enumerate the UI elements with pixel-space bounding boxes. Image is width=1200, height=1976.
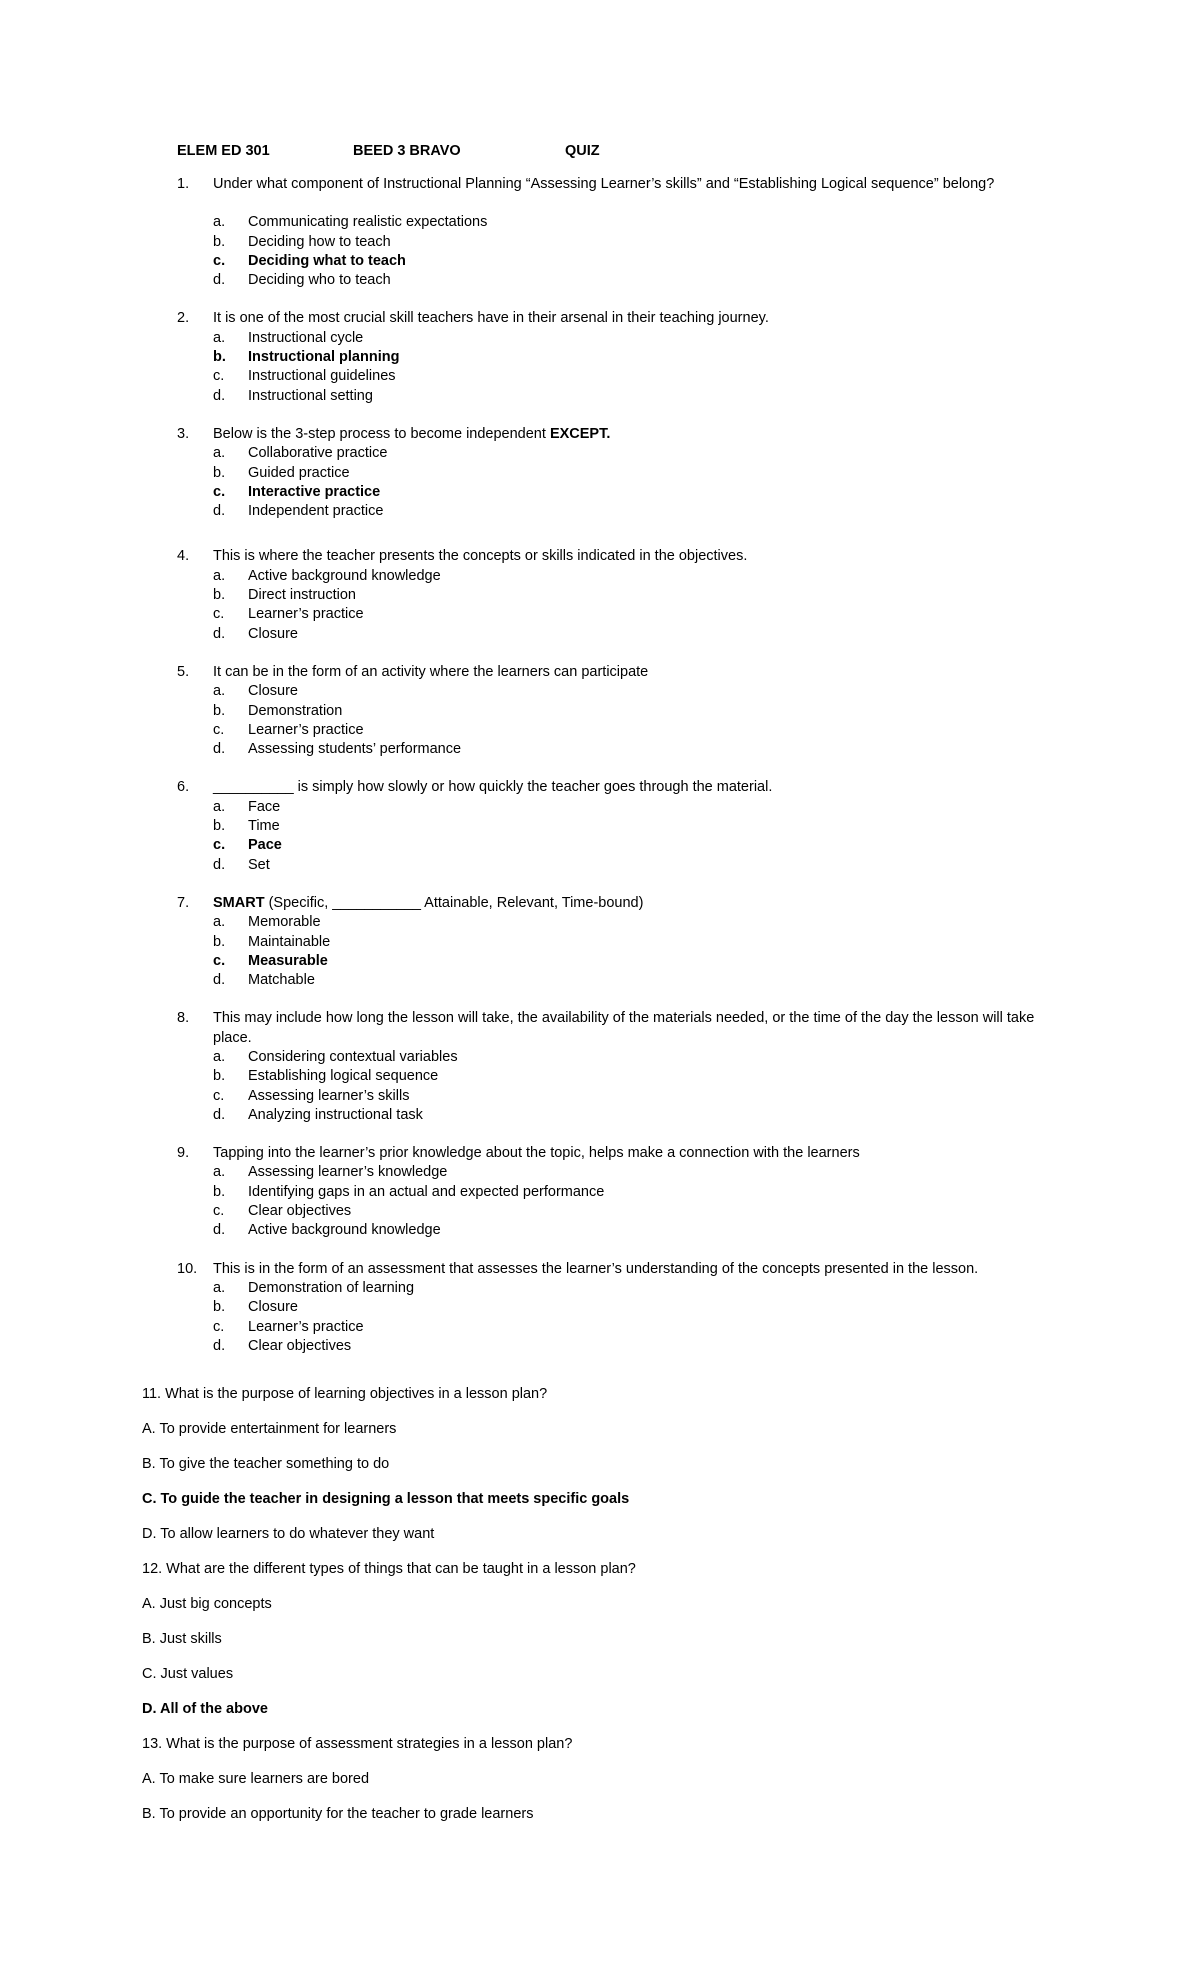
option-letter: b. (213, 1299, 226, 1316)
question-7 (177, 894, 1057, 913)
question-text: Tapping into the learner’s prior knowledge about the topic, helps make a connection with the learners (213, 1145, 860, 1162)
option-item (177, 682, 1057, 701)
option-letter: d. (213, 1106, 226, 1123)
option-letter: b. (213, 818, 226, 835)
option-item (177, 798, 1057, 817)
option-text: Set (248, 856, 270, 873)
question-9-options (177, 1163, 1057, 1240)
option-text: Collaborative practice (248, 445, 388, 462)
option-letter: c. (213, 1203, 225, 1220)
option-line: A. To make sure learners are bored (142, 1771, 370, 1787)
question-text-main: (Specific, ___________ Attainable, Relevant, Time-bound) (264, 894, 644, 911)
correct-option-item (177, 483, 1057, 502)
option-letter: c. (213, 1087, 225, 1104)
option-letter: c. (213, 1318, 225, 1335)
option-text: Learner’s practice (248, 721, 364, 738)
option-item (177, 1298, 1057, 1317)
option-item (177, 1048, 1057, 1067)
option-item (177, 213, 1057, 232)
option-item (177, 702, 1057, 721)
option-text: Closure (248, 1299, 298, 1316)
option-letter: b. (213, 233, 226, 250)
option-letter: d. (213, 503, 226, 520)
option-item (177, 913, 1057, 932)
option-line: A. Just big concepts (142, 1596, 272, 1612)
option-text: Instructional guidelines (248, 368, 396, 385)
option-text: Assessing learner’s skills (248, 1087, 410, 1104)
question-number: 9. (177, 1145, 190, 1162)
option-text: Assessing learner’s knowledge (248, 1164, 448, 1181)
correct-option-item (177, 952, 1057, 971)
question-1-options (177, 213, 1057, 290)
option-item (177, 444, 1057, 463)
question-text: It is one of the most crucial skill teachers have in their arsenal in their teaching journey. (213, 310, 769, 327)
option-text: Considering contextual variables (248, 1048, 458, 1065)
option-text: Assessing students’ performance (248, 741, 462, 758)
option-letter: c. (213, 252, 226, 269)
option-letter: a. (213, 214, 226, 231)
option-letter: b. (213, 464, 226, 481)
option-text: Demonstration (248, 702, 343, 719)
question-number: 5. (177, 663, 190, 680)
option-letter: d. (213, 1337, 226, 1354)
option-text: Measurable (248, 952, 328, 969)
option-item (177, 625, 1057, 644)
option-letter: a. (213, 798, 226, 815)
option-letter: a. (213, 1048, 226, 1065)
question-2-options (177, 329, 1057, 406)
option-letter: c. (213, 721, 225, 738)
option-text: Clear objectives (248, 1203, 352, 1220)
question-text: This is in the form of an assessment that assesses the learner’s understanding of the concepts presented in the lesson. (213, 1260, 979, 1277)
question-10 (177, 1260, 1057, 1279)
option-item (177, 502, 1057, 521)
option-line: D. To allow learners to do whatever they want (142, 1526, 435, 1542)
option-letter: d. (213, 272, 226, 289)
option-text: Communicating realistic expectations (248, 214, 488, 231)
option-text: Deciding how to teach (248, 233, 391, 250)
course-code: ELEM ED 301 (177, 143, 270, 159)
question-5 (177, 663, 1057, 682)
question-3 (177, 425, 1057, 444)
option-text: Analyzing instructional task (248, 1106, 423, 1123)
option-line: A. To provide entertainment for learners (142, 1421, 397, 1437)
option-item (177, 856, 1057, 875)
question-number: 8. (177, 1010, 190, 1027)
option-item (177, 1202, 1057, 1221)
option-letter: a. (213, 914, 226, 931)
option-text: Identifying gaps in an actual and expected performance (248, 1183, 605, 1200)
question-4 (177, 547, 1057, 566)
option-item (177, 233, 1057, 252)
option-text: Active background knowledge (248, 567, 441, 584)
option-text: Learner’s practice (248, 1318, 364, 1335)
question-text: It can be in the form of an activity where the learners can participate (213, 663, 649, 680)
question-9 (177, 1144, 1057, 1163)
question-6 (177, 778, 1057, 797)
question-4-options (177, 567, 1057, 644)
option-line: C. Just values (142, 1666, 234, 1682)
option-item (177, 1106, 1057, 1125)
correct-option-item (177, 348, 1057, 367)
option-text: Matchable (248, 972, 315, 989)
option-item (177, 933, 1057, 952)
option-letter: c. (213, 837, 226, 854)
option-item (177, 1337, 1057, 1356)
option-text: Instructional setting (248, 387, 373, 404)
option-text: Guided practice (248, 464, 350, 481)
option-item (177, 329, 1057, 348)
question-text-emphasis: SMART (213, 894, 265, 911)
question-2 (177, 309, 1057, 328)
option-letter: a. (213, 1279, 226, 1296)
option-letter: d. (213, 972, 226, 989)
option-letter: a. (213, 567, 226, 584)
option-item (177, 387, 1057, 406)
option-item (177, 605, 1057, 624)
option-text: Closure (248, 683, 298, 700)
option-text: Instructional planning (248, 349, 400, 366)
option-text: Demonstration of learning (248, 1279, 415, 1296)
option-text: Face (248, 798, 281, 815)
option-letter: d. (213, 387, 226, 404)
option-letter: a. (213, 445, 226, 462)
option-item (177, 1067, 1057, 1086)
option-item (177, 740, 1057, 759)
option-item (177, 1221, 1057, 1240)
question-1 (177, 175, 1057, 194)
option-item (177, 567, 1057, 586)
option-item (177, 367, 1057, 386)
option-text: Direct instruction (248, 587, 356, 604)
option-text: Interactive practice (248, 483, 381, 500)
question-number: 6. (177, 779, 190, 796)
option-text: Clear objectives (248, 1337, 352, 1354)
correct-option-item (177, 252, 1057, 271)
question-number: 10. (177, 1260, 198, 1277)
question-text (213, 894, 1057, 913)
option-letter: c. (213, 368, 225, 385)
option-item (177, 1279, 1057, 1298)
section-name: BEED 3 BRAVO (353, 143, 461, 159)
correct-option-item (177, 836, 1057, 855)
question-3-options (177, 444, 1057, 521)
option-letter: b. (213, 1183, 226, 1200)
question-5-options (177, 682, 1057, 759)
option-text: Deciding what to teach (248, 252, 406, 269)
question-7-options (177, 913, 1057, 990)
question-8-options (177, 1048, 1057, 1125)
option-item (177, 586, 1057, 605)
option-item (177, 1087, 1057, 1106)
question-number: 7. (177, 894, 190, 911)
question-text-emphasis: EXCEPT. (549, 425, 611, 442)
correct-option-line: C. To guide the teacher in designing a lesson that meets specific goals (142, 1491, 630, 1507)
question-10-options (177, 1279, 1057, 1356)
option-line: B. To give the teacher something to do (142, 1456, 390, 1472)
option-letter: b. (213, 933, 226, 950)
numbered-question-list (177, 175, 1057, 1356)
option-item (177, 1163, 1057, 1182)
question-text: Under what component of Instructional Planning “Assessing Learner’s skills” and “Establishing Logical sequence” belong? (213, 176, 995, 192)
question-12-text: 12. What are the different types of things that can be taught in a lesson plan? (142, 1561, 636, 1577)
option-letter: b. (213, 587, 226, 604)
option-item (177, 817, 1057, 836)
option-item (177, 971, 1057, 990)
option-item (177, 271, 1057, 290)
option-text: Deciding who to teach (248, 272, 391, 289)
option-letter: a. (213, 683, 226, 700)
option-letter: d. (213, 1222, 226, 1239)
option-text: Learner’s practice (248, 606, 364, 623)
option-letter: a. (213, 1164, 226, 1181)
document-type: QUIZ (565, 143, 600, 159)
question-number: 1. (177, 176, 190, 192)
option-letter: c. (213, 952, 226, 969)
question-text-main: Below is the 3-step process to become independent (213, 425, 550, 442)
option-text: Memorable (248, 914, 321, 931)
question-text: __________ is simply how slowly or how quickly the teacher goes through the material. (213, 779, 773, 796)
question-8 (177, 1009, 1057, 1048)
option-text: Pace (248, 837, 282, 854)
option-letter: d. (213, 625, 226, 642)
option-text: Independent practice (248, 503, 384, 520)
option-letter: d. (213, 856, 226, 873)
option-item (177, 721, 1057, 740)
option-letter: b. (213, 1068, 226, 1085)
option-text: Establishing logical sequence (248, 1068, 439, 1085)
option-letter: a. (213, 329, 226, 346)
quiz-header (177, 143, 1077, 163)
option-letter: b. (213, 349, 226, 366)
option-letter: c. (213, 606, 225, 623)
question-number: 3. (177, 425, 190, 442)
option-text: Active background knowledge (248, 1222, 441, 1239)
correct-option-line: D. All of the above (142, 1701, 268, 1717)
question-number: 4. (177, 548, 190, 565)
option-item (177, 1183, 1057, 1202)
option-item (177, 1318, 1057, 1337)
question-6-options (177, 798, 1057, 875)
question-text (213, 425, 1057, 444)
option-text: Time (248, 818, 280, 835)
option-letter: c. (213, 483, 226, 500)
option-text: Maintainable (248, 933, 331, 950)
question-text: This is where the teacher presents the concepts or skills indicated in the objectives. (213, 548, 748, 565)
question-13-text: 13. What is the purpose of assessment strategies in a lesson plan? (142, 1736, 573, 1752)
option-line: B. Just skills (142, 1631, 222, 1647)
option-letter: b. (213, 702, 226, 719)
option-text: Instructional cycle (248, 329, 364, 346)
question-text: This may include how long the lesson will take, the availability of the materials needed, or the time of the day the lesson will take place. (213, 1010, 1035, 1046)
option-letter: d. (213, 741, 226, 758)
option-line: B. To provide an opportunity for the teacher to grade learners (142, 1806, 534, 1822)
option-item (177, 464, 1057, 483)
question-number: 2. (177, 310, 190, 327)
question-11-text: 11. What is the purpose of learning objectives in a lesson plan? (142, 1386, 548, 1402)
option-text: Closure (248, 625, 298, 642)
